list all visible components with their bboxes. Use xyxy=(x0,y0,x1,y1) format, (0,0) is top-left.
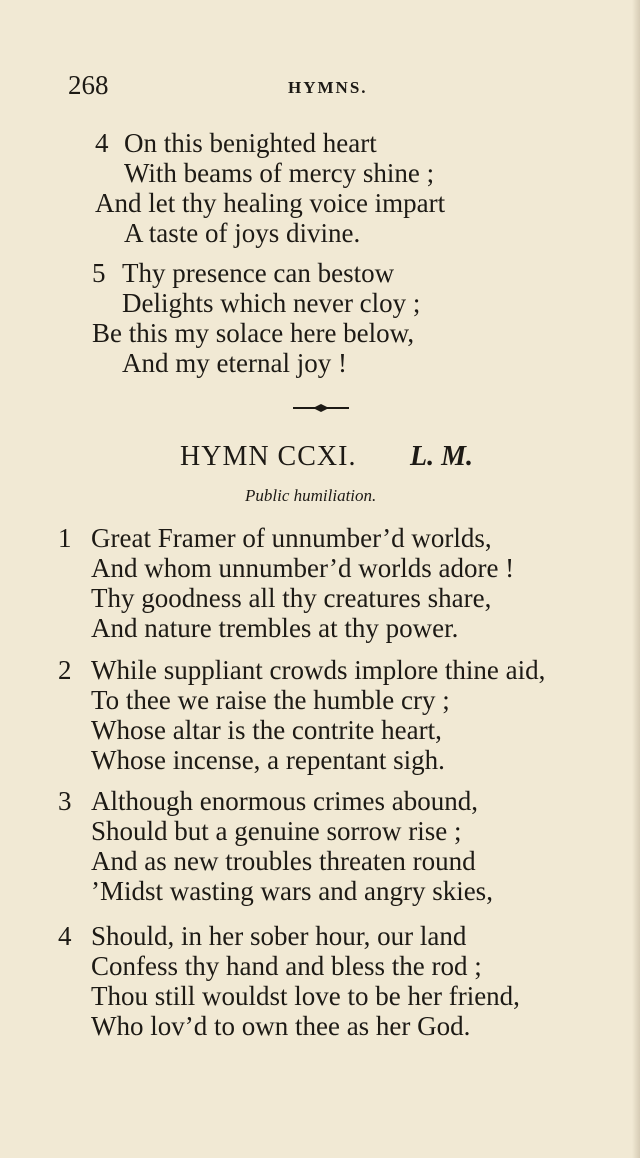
stanza-line: A taste of joys divine. xyxy=(124,218,361,248)
stanza-line: Be this my solace here below, xyxy=(92,318,415,348)
stanza-line: And whom unnumber’d worlds adore ! xyxy=(91,553,515,583)
stanza-line: Thy presence can bestow xyxy=(122,258,395,288)
hymn-stanza-1 xyxy=(58,523,514,643)
stanza-number: 4 xyxy=(95,128,109,158)
stanza-line: While suppliant crowds implore thine aid, xyxy=(91,655,546,685)
stanza-line: And as new troubles threaten round xyxy=(91,846,476,876)
hymn-title: HYMN CCXI. xyxy=(180,441,357,472)
hymn-subject: Public humiliation. xyxy=(245,486,377,505)
divider-ornament-icon xyxy=(291,401,351,415)
hymn-stanza-2 xyxy=(58,655,545,775)
page-number: 268 xyxy=(68,70,109,100)
stanza-line: On this benighted heart xyxy=(124,128,377,158)
prev-hymn-stanza-5 xyxy=(92,258,420,378)
stanza-number: 1 xyxy=(58,523,72,553)
stanza-line: With beams of mercy shine ; xyxy=(124,158,435,188)
stanza-line: Although enormous crimes abound, xyxy=(91,786,478,816)
stanza-line: And my eternal joy ! xyxy=(122,348,347,378)
stanza-line: Great Framer of unnumber’d worlds, xyxy=(91,523,492,553)
stanza-line: And let thy healing voice impart xyxy=(95,188,446,218)
stanza-number: 2 xyxy=(58,655,72,685)
stanza-line: Thy goodness all thy creatures share, xyxy=(91,583,492,613)
hymn-stanza-4 xyxy=(58,921,520,1041)
stanza-line: ’Midst wasting wars and angry skies, xyxy=(91,876,493,906)
hymn-stanza-3 xyxy=(58,786,493,906)
stanza-line: To thee we raise the humble cry ; xyxy=(91,685,450,715)
stanza-number: 3 xyxy=(58,786,72,816)
stanza-line: Whose altar is the contrite heart, xyxy=(91,715,442,745)
stanza-line: Thou still wouldst love to be her friend, xyxy=(91,981,520,1011)
stanza-line: Who lov’d to own thee as her God. xyxy=(91,1011,471,1041)
running-head xyxy=(0,70,640,110)
stanza-line: Confess thy hand and bless the rod ; xyxy=(91,951,482,981)
stanza-line: Should, in her sober hour, our land xyxy=(91,921,467,951)
stanza-line: Delights which never cloy ; xyxy=(122,288,421,318)
stanza-line: Should but a genuine sorrow rise ; xyxy=(91,816,462,846)
running-title: HYMNS. xyxy=(288,78,368,97)
prev-hymn-stanza-4 xyxy=(95,128,445,248)
stanza-number: 4 xyxy=(58,921,72,951)
stanza-line: Whose incense, a repentant sigh. xyxy=(91,745,445,775)
stanza-line: And nature trembles at thy power. xyxy=(91,613,459,643)
stanza-number: 5 xyxy=(92,258,106,288)
hymn-header xyxy=(0,441,640,481)
hymn-meter: L. M. xyxy=(410,441,473,472)
